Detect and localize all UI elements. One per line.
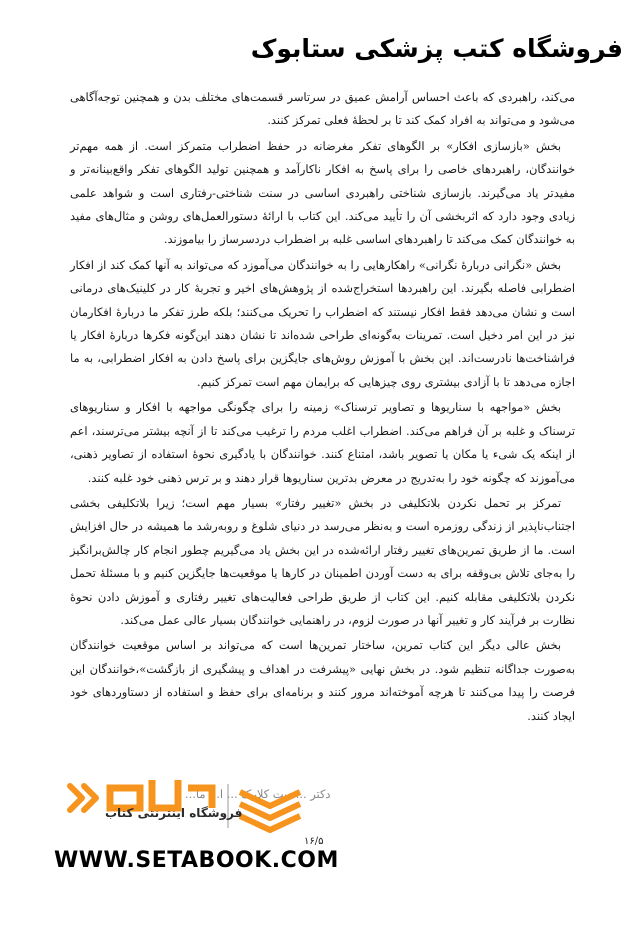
footer-url[interactable]: WWW.SETABOOK.COM (54, 848, 339, 873)
document-body (70, 86, 575, 730)
partially-covered-line: دکتر ... دیت کلارک ... ا... ما... (185, 787, 331, 801)
paragraph: بخش «نگرانی دربارهٔ نگرانی» راهکارهایی را به خوانندگان می‌آموزد که می‌تواند به آنها کمک کند از افکار اضطرابی فاصله بگیرند. این راهبردها استخراج‌شده از پژوهش‌های اخیر و تجربهٔ کار در کلینیک‌های درمانی است و نشان می‌دهد فقط افکار نیستند که اضطراب را تحریک می‌کنند؛ بلکه طرز تفکر ما دربارهٔ افکارمان نیز در این امر دخیل است. تمرینات به‌گونه‌ای طراحی شده‌اند تا نشان دهند این‌گونه فکرها دربارهٔ افکار یا فراشناخت‌ها نادرست‌اند. این بخش با آموزش روش‌های جایگزین برای پاسخ دادن به افکار اضطرابی، به ما اجازه می‌دهد تا با آزادی بیشتری روی چیزهایی که برایمان مهم است تمرکز کنیم. (70, 257, 575, 389)
paragraph: بخش «بازسازی افکار» بر الگوهای تفکر مغرضانه در حفظ اضطراب متمرکز است. از همه مهم‌تر خوانندگان، راهبردهای خاصی را برای پاسخ به افکار ناکارآمد و همچنین تولید الگوهای تفکر واقع‌بینانه‌تر و مفیدتر یاد می‌گیرند. بازسازی شناختی راهبردی اساسی در سنت شناختی-رفتاری است و شواهد علمی زیادی وجود دارد که اثربخشی آن را تأیید می‌کند. این کتاب با ارائهٔ دستورالعمل‌های روشن و مثال‌های مفید به خوانندگان کمک می‌کند تا راهبردهای اساسی غلبه بر اضطراب دردسرساز را بیاموزند. (70, 138, 575, 247)
page-title: فروشگاه کتب پزشکی ستابوک (250, 34, 623, 63)
paragraph: تمرکز بر تحمل نکردن بلاتکلیفی در بخش «تغییر رفتار» بسیار مهم است؛ زیرا بلاتکلیفی بخشی اجتناب‌ناپذیر از زندگی روزمره است و به‌نظر می‌رسد در دنیای شلوغ و روبه‌رشد ما همیشه در حال افزایش است. ما از طریق تمرین‌های تغییر رفتار ارائه‌شده در این بخش یاد می‌گیریم چطور انجام کار چالش‌برانگیز را به‌جای تلاش بی‌وقفه برای به دست آوردن اطمینان در کارها یا موقعیت‌ها جایگزین کنیم و با مسئلهٔ تحمل نکردن بلاتکلیفی مقابله کنیم. این کتاب از طریق طراحی فعالیت‌های تغییر رفتاری و آموزش دادن نحوهٔ نظارت بر فرآیند کار و تغییر آنها در صورت لزوم، در راهنمایی خوانندگان بسیار عالی عمل می‌کند. (70, 495, 575, 627)
paragraph: می‌کند، راهبردی که باعث احساس آرامش عمیق در سرتاسر قسمت‌های مختلف بدن و همچنین توجه‌آگاهی می‌شود و می‌تواند به افراد کمک کند تا بر لحظهٔ فعلی تمرکز کنند. (70, 90, 575, 128)
paragraph: بخش «مواجهه با سناریوها و تصاویر ترسناک» زمینه را برای چگونگی مواجهه با افکار و سناریوهای ترسناک و غلبه بر آن فراهم می‌کند. اضطراب اغلب مردم را ترغیب می‌کند تا از آنچه بیشتر می‌ترسند، اعم از اینکه یک شیء یا مکان یا تصویر باشد، امتناع کنند. خوانندگان با یادگیری نحوهٔ استفاده از تصاویر ذهنی، می‌آموزند که چگونه خود را به‌تدریج در معرض بدترین سناریوها قرار دهند و بر ترس ذهنی خود غلبه کنند. (70, 400, 575, 485)
page-number: ۱۶/۵ (304, 836, 324, 847)
paragraph: بخش عالی دیگر این کتاب تمرین، ساختار تمرین‌ها است که می‌تواند بر اساس موقعیت خوانندگان به‌صورت جداگانه تنظیم شود. در بخش نهایی «پیشرفت در اهداف و پیشگیری از بازگشت»،خوانندگان این فرصت را پیدا می‌کنند تا هرچه آموخته‌اند مرور کنند و برنامه‌ای برای حفظ و استفاده از دستاوردهای خود ایجاد کنند. (70, 638, 575, 723)
logo-caption: فروشگاه اینترنتی کتاب (105, 806, 243, 820)
